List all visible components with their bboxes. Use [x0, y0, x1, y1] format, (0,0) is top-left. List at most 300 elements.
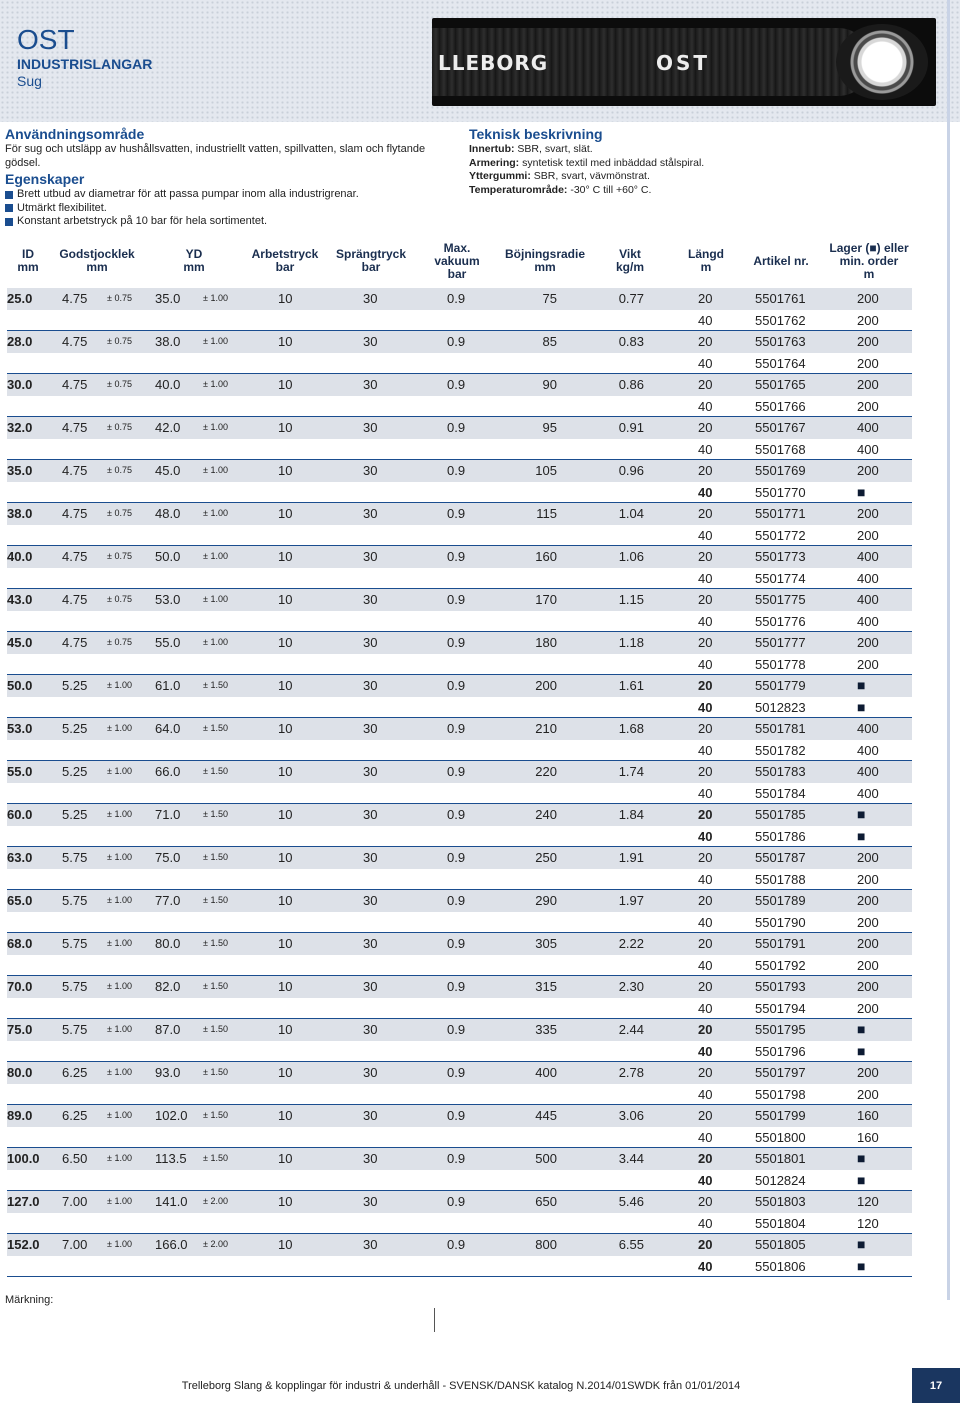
- cell-id: 127.0: [7, 1194, 40, 1209]
- cell-working-pressure: 10: [278, 979, 293, 994]
- cell-stock: 400: [857, 742, 879, 758]
- col-header-working-pressure: Arbetstryck bar: [251, 247, 319, 274]
- cell-length: 20: [698, 764, 713, 779]
- cell-od-tolerance: ± 1.50: [203, 938, 228, 948]
- cell-weight: 1.74: [618, 764, 644, 779]
- cell-article: 5501776: [755, 613, 806, 629]
- cell-working-pressure: 10: [278, 807, 293, 822]
- cell-od-tolerance: ± 1.50: [203, 852, 228, 862]
- cell-wall: 4.75: [62, 549, 88, 564]
- intro-left: [5, 126, 450, 229]
- cell-length: 40: [698, 441, 713, 457]
- table-row: [7, 525, 912, 547]
- cell-burst-pressure: 30: [363, 592, 378, 607]
- cell-burst-pressure: 30: [363, 420, 378, 435]
- cell-length: 40: [698, 570, 713, 586]
- cell-burst-pressure: 30: [363, 1194, 378, 1209]
- cell-id: 32.0: [7, 420, 33, 435]
- cell-stock: 400: [857, 592, 879, 607]
- cell-od: 55.0: [155, 635, 181, 650]
- cell-wall: 5.75: [62, 850, 88, 865]
- table-row: [7, 1105, 912, 1127]
- cell-length: 20: [698, 1022, 713, 1037]
- table-row-group: [7, 417, 912, 460]
- cell-bend-radius: 250: [535, 850, 557, 865]
- cell-article: 5501765: [755, 377, 806, 392]
- cell-weight: 1.06: [618, 549, 644, 564]
- cell-length: 20: [698, 1151, 713, 1166]
- cell-burst-pressure: 30: [363, 1108, 378, 1123]
- cell-article: 5501777: [755, 635, 806, 650]
- in-stock-square-icon: ■: [857, 483, 866, 500]
- cell-working-pressure: 10: [278, 1194, 293, 1209]
- table-row: [7, 869, 912, 891]
- cell-id: 43.0: [7, 592, 33, 607]
- cell-length: 40: [698, 312, 713, 328]
- cell-od: 40.0: [155, 377, 181, 392]
- cell-article: 5501781: [755, 721, 806, 736]
- in-stock-square-icon: ■: [857, 1042, 866, 1059]
- cell-length: 20: [698, 721, 713, 736]
- cell-length: 40: [698, 742, 713, 758]
- cell-article: 5501790: [755, 914, 806, 930]
- usage-text: För sug och utsläpp av hushållsvatten, industriellt vatten, spillvatten, slam och flytande gödsel.: [5, 143, 426, 169]
- cell-working-pressure: 10: [278, 506, 293, 521]
- cell-id: 152.0: [7, 1237, 40, 1252]
- col-header-bend-radius: Böjningsradie mm: [504, 247, 585, 274]
- cell-vacuum: 0.9: [447, 1151, 466, 1166]
- cell-id: 80.0: [7, 1065, 33, 1080]
- cell-length: 40: [698, 1172, 713, 1188]
- cell-bend-radius: 170: [535, 592, 557, 607]
- table-row-group: [7, 460, 912, 503]
- cell-stock: 400: [857, 785, 879, 801]
- cell-working-pressure: 10: [278, 420, 293, 435]
- cell-bend-radius: 305: [535, 936, 557, 951]
- cell-stock: 200: [857, 871, 879, 887]
- cell-stock: 200: [857, 1086, 879, 1102]
- cell-length: 20: [698, 549, 713, 564]
- cell-od-tolerance: ± 1.50: [203, 809, 228, 819]
- cell-bend-radius: 160: [535, 549, 557, 564]
- cell-wall: 6.50: [62, 1151, 88, 1166]
- cell-weight: 2.44: [618, 1022, 644, 1037]
- cell-vacuum: 0.9: [447, 764, 466, 779]
- cell-od-tolerance: ± 1.00: [203, 594, 228, 604]
- cell-vacuum: 0.9: [447, 678, 466, 693]
- cell-article: 5501783: [755, 764, 806, 779]
- cell-weight: 1.68: [618, 721, 644, 736]
- cell-stock: 400: [857, 764, 879, 779]
- cell-vacuum: 0.9: [447, 334, 466, 349]
- table-row-group: [7, 1191, 912, 1234]
- table-row: [7, 890, 912, 912]
- table-row: [7, 998, 912, 1020]
- cell-id: 40.0: [7, 549, 33, 564]
- cell-od: 80.0: [155, 936, 181, 951]
- spec-line: Armering: syntetisk textil med inbäddad stålspiral.: [469, 156, 705, 169]
- cell-working-pressure: 10: [278, 291, 293, 306]
- cell-bend-radius: 90: [542, 377, 557, 392]
- cell-length: 20: [698, 291, 713, 306]
- bullet-square-icon: [5, 191, 13, 199]
- cell-working-pressure: 10: [278, 893, 293, 908]
- table-row-group: [7, 374, 912, 417]
- table-row: [7, 632, 912, 654]
- cell-bend-radius: 315: [535, 979, 557, 994]
- cell-od-tolerance: ± 1.50: [203, 1153, 228, 1163]
- cell-vacuum: 0.9: [447, 635, 466, 650]
- in-stock-square-icon: ■: [857, 1171, 866, 1188]
- cell-stock: 120: [857, 1215, 879, 1231]
- cell-stock: 200: [857, 979, 879, 994]
- cell-burst-pressure: 30: [363, 635, 378, 650]
- cell-working-pressure: 10: [278, 592, 293, 607]
- table-row: [7, 1062, 912, 1084]
- cell-vacuum: 0.9: [447, 850, 466, 865]
- cell-article: 5501801: [755, 1151, 806, 1166]
- table-row: [7, 460, 912, 482]
- cell-length: 40: [698, 613, 713, 629]
- in-stock-square-icon: ■: [857, 1236, 866, 1252]
- cell-working-pressure: 10: [278, 1022, 293, 1037]
- cell-burst-pressure: 30: [363, 1237, 378, 1252]
- table-row-group: [7, 331, 912, 374]
- hose-brand-print: LLEBORG: [438, 51, 549, 75]
- table-row: [7, 675, 912, 697]
- cell-od: 166.0: [155, 1237, 188, 1252]
- cell-article: 5501796: [755, 1043, 806, 1059]
- cell-wall: 5.75: [62, 893, 88, 908]
- table-row: [7, 826, 912, 848]
- product-title: OST: [17, 24, 75, 55]
- cell-article: 5501779: [755, 678, 806, 693]
- cell-id: 70.0: [7, 979, 33, 994]
- cell-burst-pressure: 30: [363, 893, 378, 908]
- table-row: [7, 546, 912, 568]
- cell-weight: 1.04: [618, 506, 644, 521]
- cell-vacuum: 0.9: [447, 936, 466, 951]
- cell-vacuum: 0.9: [447, 1108, 466, 1123]
- cell-od-tolerance: ± 2.00: [203, 1196, 228, 1206]
- cell-vacuum: 0.9: [447, 291, 466, 306]
- cell-article: 5501803: [755, 1194, 806, 1209]
- cell-od-tolerance: ± 1.00: [203, 379, 228, 389]
- cell-stock: 400: [857, 549, 879, 564]
- cell-burst-pressure: 30: [363, 1065, 378, 1080]
- cell-length: 40: [698, 355, 713, 371]
- cell-id: 38.0: [7, 506, 33, 521]
- bullet-square-icon: [5, 218, 13, 226]
- cell-burst-pressure: 30: [363, 1022, 378, 1037]
- cell-burst-pressure: 30: [363, 334, 378, 349]
- cell-length: 20: [698, 979, 713, 994]
- cell-wall-tolerance: ± 1.00: [107, 680, 132, 690]
- cell-wall: 4.75: [62, 377, 88, 392]
- property-item: [5, 202, 450, 216]
- cell-stock: 200: [857, 1065, 879, 1080]
- table-row: [7, 1234, 912, 1256]
- cell-od-tolerance: ± 1.00: [203, 293, 228, 303]
- marking-divider: [434, 1308, 435, 1332]
- cell-vacuum: 0.9: [447, 506, 466, 521]
- cell-wall: 7.00: [62, 1237, 88, 1252]
- table-row: [7, 1148, 912, 1170]
- cell-article: 5501784: [755, 785, 806, 801]
- cell-od: 45.0: [155, 463, 181, 478]
- hose-photo: [432, 18, 936, 106]
- table-row-group: [7, 718, 912, 761]
- cell-stock: 200: [857, 1000, 879, 1016]
- cell-od: 113.5: [155, 1151, 187, 1166]
- cell-length: 40: [698, 656, 713, 672]
- col-header-length: Längd m: [688, 247, 724, 274]
- cell-length: 20: [698, 936, 713, 951]
- cell-stock: 200: [857, 914, 879, 930]
- cell-bend-radius: 400: [535, 1065, 557, 1080]
- cell-length: 40: [698, 699, 713, 715]
- cell-vacuum: 0.9: [447, 377, 466, 392]
- cell-weight: 1.97: [618, 893, 644, 908]
- cell-length: 20: [698, 1194, 713, 1209]
- product-subcategory: Sug: [17, 73, 42, 89]
- cell-od: 42.0: [155, 420, 181, 435]
- col-header-od: YD mm: [183, 247, 205, 274]
- table-row-group: [7, 675, 912, 718]
- cell-article: 5501782: [755, 742, 806, 758]
- cell-stock: 200: [857, 291, 879, 306]
- table-row: [7, 503, 912, 525]
- in-stock-square-icon: ■: [857, 1150, 866, 1166]
- cell-wall: 4.75: [62, 506, 88, 521]
- cell-od-tolerance: ± 1.50: [203, 1110, 228, 1120]
- cell-stock: 200: [857, 312, 879, 328]
- cell-od-tolerance: ± 1.50: [203, 680, 228, 690]
- cell-od-tolerance: ± 1.00: [203, 637, 228, 647]
- cell-burst-pressure: 30: [363, 549, 378, 564]
- table-row: [7, 1256, 912, 1278]
- cell-od: 71.0: [155, 807, 181, 822]
- cell-working-pressure: 10: [278, 463, 293, 478]
- cell-article: 5501791: [755, 936, 806, 951]
- cell-working-pressure: 10: [278, 850, 293, 865]
- col-header-wall: Godstjocklek mm: [59, 247, 135, 274]
- cell-weight: 0.96: [618, 463, 644, 478]
- cell-wall-tolerance: ± 0.75: [107, 336, 132, 346]
- cell-od: 66.0: [155, 764, 181, 779]
- cell-wall-tolerance: ± 1.00: [107, 1153, 132, 1163]
- table-row-group: [7, 976, 912, 1019]
- cell-burst-pressure: 30: [363, 463, 378, 478]
- table-row: [7, 611, 912, 633]
- table-row: [7, 955, 912, 977]
- cell-od: 64.0: [155, 721, 181, 736]
- cell-wall-tolerance: ± 1.00: [107, 1239, 132, 1249]
- cell-wall: 5.25: [62, 721, 88, 736]
- table-row-group: [7, 288, 912, 331]
- cell-weight: 2.30: [618, 979, 644, 994]
- cell-article: 5501806: [755, 1258, 806, 1274]
- property-text: Utmärkt flexibilitet.: [17, 201, 107, 214]
- cell-article: 5501762: [755, 312, 806, 328]
- cell-weight: 1.61: [618, 678, 644, 693]
- table-row: [7, 718, 912, 740]
- cell-id: 60.0: [7, 807, 33, 822]
- table-row-group: [7, 546, 912, 589]
- cell-bend-radius: 115: [536, 506, 557, 521]
- cell-burst-pressure: 30: [363, 377, 378, 392]
- cell-id: 35.0: [7, 463, 33, 478]
- cell-working-pressure: 10: [278, 721, 293, 736]
- page-number: 17: [912, 1368, 960, 1403]
- cell-id: 75.0: [7, 1022, 33, 1037]
- cell-bend-radius: 240: [535, 807, 557, 822]
- cell-weight: 3.06: [618, 1108, 644, 1123]
- cell-bend-radius: 220: [535, 764, 557, 779]
- cell-burst-pressure: 30: [363, 807, 378, 822]
- cell-stock: 200: [857, 656, 879, 672]
- cell-stock: 200: [857, 893, 879, 908]
- cell-wall-tolerance: ± 0.75: [107, 379, 132, 389]
- cell-id: 65.0: [7, 893, 33, 908]
- cell-od: 93.0: [155, 1065, 181, 1080]
- cell-article: 5501785: [755, 807, 806, 822]
- cell-bend-radius: 180: [535, 635, 557, 650]
- table-row: [7, 417, 912, 439]
- in-stock-square-icon: ■: [857, 1021, 866, 1037]
- cell-weight: 0.77: [618, 291, 644, 306]
- col-header-stock: Lager (■) eller min. order m: [829, 241, 909, 281]
- cell-wall: 5.25: [62, 678, 88, 693]
- table-row: [7, 568, 912, 590]
- spec-line: Yttergummi: SBR, svart, vävmönstrat.: [469, 170, 650, 182]
- cell-wall: 5.25: [62, 764, 88, 779]
- cell-bend-radius: 335: [535, 1022, 557, 1037]
- cell-length: 40: [698, 1129, 713, 1145]
- table-row: [7, 1019, 912, 1041]
- marking-label: Märkning:: [5, 1294, 54, 1306]
- cell-vacuum: 0.9: [447, 979, 466, 994]
- cell-id: 63.0: [7, 850, 33, 865]
- table-row: [7, 482, 912, 504]
- cell-stock: 200: [857, 957, 879, 973]
- cell-od-tolerance: ± 1.00: [203, 551, 228, 561]
- table-row-group: [7, 847, 912, 890]
- cell-burst-pressure: 30: [363, 678, 378, 693]
- cell-bend-radius: 75: [542, 291, 557, 306]
- cell-vacuum: 0.9: [447, 420, 466, 435]
- cell-wall-tolerance: ± 0.75: [107, 637, 132, 647]
- cell-id: 55.0: [7, 764, 33, 779]
- cell-wall-tolerance: ± 0.75: [107, 422, 132, 432]
- property-item: [5, 215, 450, 229]
- cell-weight: 5.46: [618, 1194, 644, 1209]
- cell-od-tolerance: ± 1.50: [203, 895, 228, 905]
- cell-bend-radius: 445: [535, 1108, 557, 1123]
- cell-length: 20: [698, 506, 713, 521]
- table-row: [7, 761, 912, 783]
- cell-length: 40: [698, 1258, 713, 1274]
- cell-vacuum: 0.9: [447, 1065, 466, 1080]
- cell-wall-tolerance: ± 1.00: [107, 981, 132, 991]
- cell-working-pressure: 10: [278, 1108, 293, 1123]
- cell-length: 40: [698, 957, 713, 973]
- cell-bend-radius: 95: [542, 420, 557, 435]
- property-text: Konstant arbetstryck på 10 bar för hela sortimentet.: [17, 215, 268, 227]
- cell-od: 61.0: [155, 678, 181, 693]
- cell-article: 5501793: [755, 979, 806, 994]
- in-stock-square-icon: ■: [857, 1257, 866, 1274]
- cell-working-pressure: 10: [278, 635, 293, 650]
- cell-weight: 0.83: [618, 334, 644, 349]
- property-text: Brett utbud av diametrar för att passa pumpar inom alla industrigrenar.: [17, 188, 359, 200]
- table-row: [7, 740, 912, 762]
- cell-length: 20: [698, 635, 713, 650]
- cell-weight: 6.55: [618, 1237, 644, 1252]
- cell-stock: 120: [857, 1194, 879, 1209]
- table-row: [7, 1191, 912, 1213]
- cell-bend-radius: 85: [542, 334, 557, 349]
- cell-article: 5012824: [755, 1172, 806, 1188]
- cell-burst-pressure: 30: [363, 291, 378, 306]
- cell-weight: 1.15: [618, 592, 644, 607]
- cell-od-tolerance: ± 1.50: [203, 723, 228, 733]
- section-heading-properties: Egenskaper: [5, 171, 85, 187]
- cell-article: 5501763: [755, 334, 806, 349]
- in-stock-square-icon: ■: [857, 677, 866, 693]
- cell-length: 20: [698, 1237, 713, 1252]
- cell-article: 5501804: [755, 1215, 806, 1231]
- cell-stock: 400: [857, 570, 879, 586]
- cell-length: 40: [698, 785, 713, 801]
- table-row: [7, 439, 912, 461]
- cell-article: 5501767: [755, 420, 806, 435]
- cell-bend-radius: 800: [535, 1237, 557, 1252]
- in-stock-square-icon: ■: [857, 698, 866, 715]
- cell-vacuum: 0.9: [447, 721, 466, 736]
- intro-right: [469, 126, 929, 197]
- cell-od: 35.0: [155, 291, 181, 306]
- table-row: [7, 1170, 912, 1192]
- cell-article: 5501789: [755, 893, 806, 908]
- cell-od-tolerance: ± 1.50: [203, 981, 228, 991]
- cell-od-tolerance: ± 1.50: [203, 766, 228, 776]
- cell-length: 40: [698, 914, 713, 930]
- table-body: [7, 288, 912, 1277]
- cell-stock: 400: [857, 721, 879, 736]
- col-header-id: ID mm: [17, 247, 39, 274]
- cell-bend-radius: 500: [535, 1151, 557, 1166]
- cell-od: 77.0: [155, 893, 181, 908]
- hose-model-print: OST: [656, 51, 711, 75]
- cell-wall: 4.75: [62, 420, 88, 435]
- cell-burst-pressure: 30: [363, 506, 378, 521]
- cell-od-tolerance: ± 1.00: [203, 465, 228, 475]
- table-row-group: [7, 1148, 912, 1191]
- section-heading-technical: Teknisk beskrivning: [469, 126, 603, 142]
- cell-working-pressure: 10: [278, 334, 293, 349]
- cell-article: 5501794: [755, 1000, 806, 1016]
- cell-bend-radius: 210: [535, 721, 557, 736]
- cell-od: 87.0: [155, 1022, 181, 1037]
- table-row: [7, 1084, 912, 1106]
- cell-wall-tolerance: ± 0.75: [107, 594, 132, 604]
- cell-length: 20: [698, 334, 713, 349]
- cell-article: 5501772: [755, 527, 806, 543]
- cell-weight: 1.91: [618, 850, 644, 865]
- cell-article: 5501799: [755, 1108, 806, 1123]
- cell-id: 68.0: [7, 936, 33, 951]
